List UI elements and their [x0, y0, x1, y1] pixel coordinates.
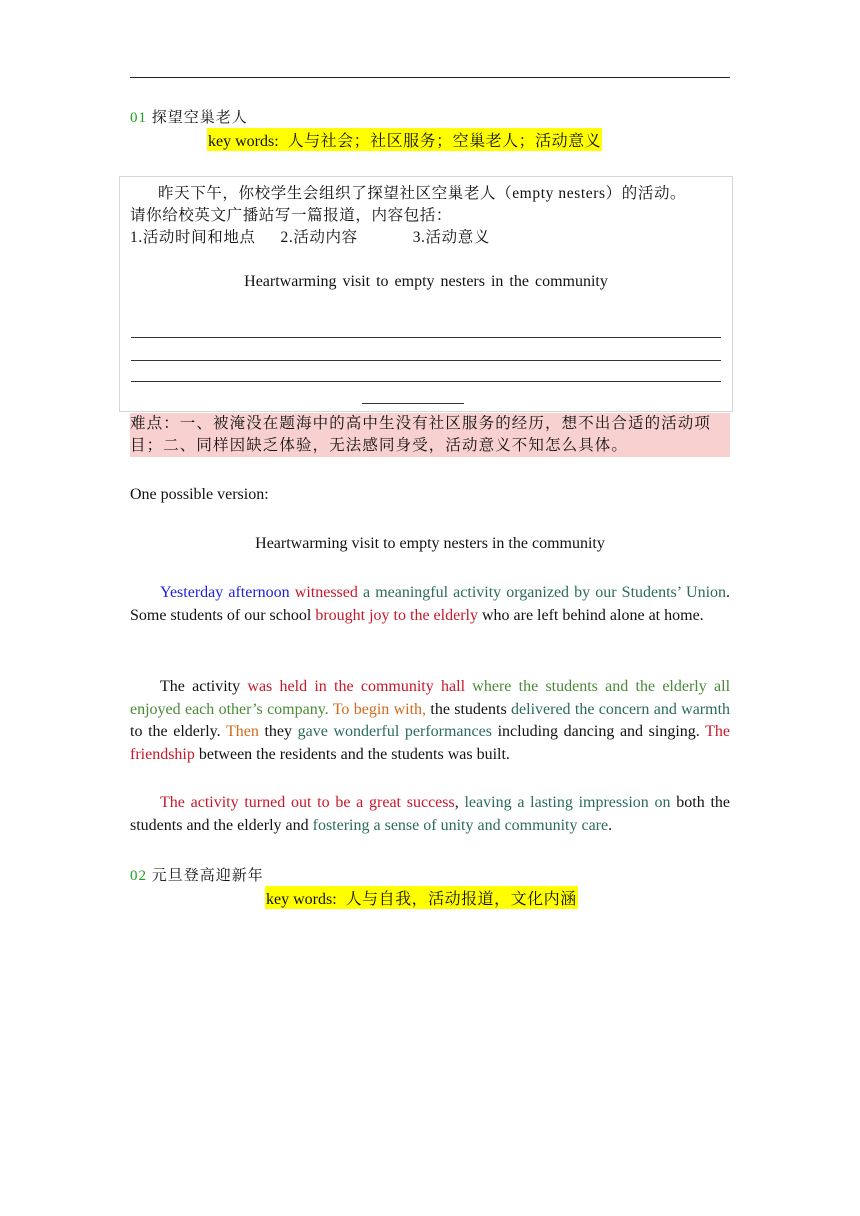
- task-item-2: 2.活动内容: [280, 229, 358, 246]
- writing-line-4: [362, 403, 464, 404]
- p2-span: The activity: [160, 678, 248, 695]
- task-prompt-line-2: 请你给校英文广播站写一篇报道，内容包括：: [130, 207, 453, 224]
- p1-span: . Some students of our school: [130, 584, 731, 624]
- keywords-label: key words:: [266, 891, 337, 908]
- p2-span: Then: [225, 723, 259, 740]
- p3-span: The activity turned out to be a great success: [160, 794, 455, 811]
- p3-span: .: [608, 816, 613, 834]
- header-rule: [130, 77, 730, 78]
- section-1-number: 01: [130, 110, 147, 126]
- section-2-number: 02: [130, 868, 147, 884]
- p2-span: was held in the community hall: [247, 678, 466, 695]
- p2-span: To begin with,: [332, 700, 427, 718]
- p1-span: Yesterday afternoon: [160, 584, 290, 601]
- task-items: [130, 227, 730, 249]
- p3-span: ,: [454, 794, 465, 811]
- p2-span: The friendship: [130, 723, 731, 763]
- p1-span: who are left behind alone at home.: [477, 606, 704, 624]
- sample-paragraph-3: [130, 792, 730, 837]
- keywords-text: 人与自我，活动报道，文化内涵: [345, 891, 577, 908]
- section-2-heading: [130, 864, 264, 885]
- sample-label: One possible version:: [130, 486, 269, 503]
- p2-span: the students: [426, 700, 512, 718]
- difficulty-note: 难点：一、被淹没在题海中的高中生没有社区服务的经历，想不出合适的活动项目；二、同样因缺乏体验，无法感同身受，活动意义不知怎么具体。: [130, 413, 730, 457]
- task-title: Heartwarming visit to empty nesters in the community: [244, 273, 608, 290]
- writing-line-2: [131, 360, 721, 361]
- p1-span: a meaningful activity organized by our Students’ Union: [363, 584, 727, 601]
- p3-span: fostering a sense of unity and community care: [312, 816, 609, 834]
- p2-span: they: [258, 723, 298, 740]
- p2-span: gave wonderful performances: [297, 723, 492, 740]
- p2-span: between the residents and the students was built.: [194, 745, 510, 763]
- p2-span: where the students and the elderly all enjoyed each other’s company.: [130, 678, 731, 718]
- keywords-text: 人与社会；社区服务；空巢老人；活动意义: [287, 133, 602, 150]
- writing-line-3: [131, 381, 721, 382]
- section-1-heading: [130, 106, 248, 127]
- p3-span: leaving a lasting impression on: [464, 794, 671, 811]
- sample-paragraph-1: [130, 582, 730, 627]
- task-prompt-line-1: 昨天下午，你校学生会组织了探望社区空巢老人（empty nesters）的活动。: [158, 185, 687, 202]
- writing-line-1: [131, 337, 721, 338]
- section-2-keywords: [265, 886, 578, 909]
- section-1-title: 探望空巢老人: [151, 110, 248, 126]
- p1-span: witnessed: [294, 584, 358, 601]
- task-item-3: 3.活动意义: [412, 229, 490, 246]
- p2-span: to the elderly.: [130, 723, 226, 740]
- p1-span: brought joy to the elderly: [315, 606, 478, 624]
- section-1-keywords: [207, 128, 602, 151]
- section-2-title: 元旦登高迎新年: [151, 868, 264, 884]
- p2-span: including dancing and singing.: [491, 723, 706, 740]
- p2-span: delivered the concern and warmth: [511, 700, 731, 718]
- p3-span: both the students and the elderly and: [130, 794, 731, 834]
- task-item-1: 1.活动时间和地点: [130, 229, 256, 246]
- keywords-label: key words:: [208, 133, 279, 150]
- sample-paragraph-2: [130, 676, 730, 766]
- sample-title: Heartwarming visit to empty nesters in the community: [255, 535, 605, 552]
